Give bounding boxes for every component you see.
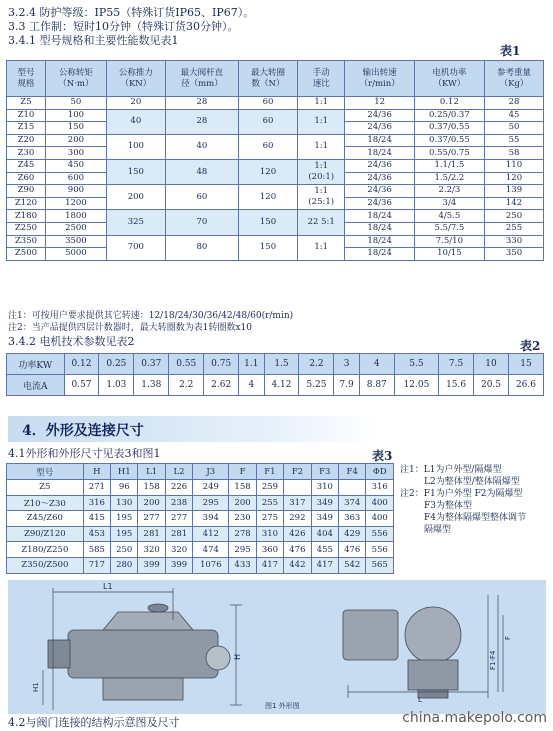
table3-cell: 374 [339,495,366,511]
cell-power-kw: 0.25 [99,354,134,375]
table3-cell: 556 [366,542,394,558]
note3-3: 注2：F1为户外型 F2为隔爆型 [400,489,523,499]
table1-header: 输出转速 （r/min） [345,61,414,97]
table3-cell: 275 [256,511,283,527]
cell-model: Z350 [7,235,46,248]
table3-cell: 249 [193,480,229,496]
table3-cell: 158 [138,480,165,496]
section4-banner [8,416,378,442]
cell-current-a: 1.03 [99,375,134,396]
cell-power-kw: 0.55 [169,354,204,375]
cell-thrust: 20 [106,97,165,110]
cell-ratio: 1:1 [297,134,344,159]
table3-cell: 433 [229,557,256,573]
table1-header: 参考重量 （Kg） [485,61,544,97]
cell-torque: 3500 [45,235,106,248]
table3-header: J3 [193,464,229,480]
cell-torque: 150 [45,122,106,135]
table3-cell [339,480,366,496]
table3-row [7,557,394,573]
table3-row [7,480,394,496]
table3-cell: 250 [111,542,138,558]
table3-cell: 238 [165,495,192,511]
cell-speed: 24/36 [345,172,414,185]
cell-weight: 350 [485,248,544,261]
table2-tag: 表2 [520,339,541,353]
note3-5: F4为整体隔爆型整体调节 [424,513,526,523]
note3-6: 隔爆型 [424,525,452,535]
outline-drawing [8,580,546,714]
cell-power-kw: 2.2 [299,354,334,375]
table3-cell: 429 [339,526,366,542]
table3-cell: 349 [311,495,338,511]
cell-model: Z180 [7,210,46,223]
table3-cell: 360 [256,542,283,558]
table3-cell: 230 [229,511,256,527]
table3-cell: 259 [256,480,283,496]
cell-turns: 60 [239,109,298,134]
cell-current-a: 0.57 [64,375,99,396]
table3-cell: 474 [193,542,229,558]
cell-ratio: 1:1 [297,109,344,134]
cell-ratio: 1:1 [297,97,344,110]
table3-cell: 277 [138,511,165,527]
table1-header: 最大阀杆直 径（mm） [165,61,238,97]
table3-cell: Z45/Z60 [7,511,84,527]
cell-thrust: 325 [106,210,165,235]
cell-power: 0.12 [414,97,484,110]
cell-dia: 70 [165,210,238,235]
table3-cell: 399 [165,557,192,573]
cell-dia: 40 [165,134,238,159]
spec-table-intro-line: 3.4.1 型号规格和主要性能数见表1 [8,34,179,47]
table3-cell: 399 [138,557,165,573]
cell-torque: 900 [45,185,106,198]
cell-current-a: 5.25 [299,375,334,396]
table3-cell: Z10～Z30 [7,495,84,511]
table3-cell: 394 [193,511,229,527]
table3-header: F1 [256,464,283,480]
figure-caption: 图1 外形图 [265,702,300,710]
flange-right [418,690,448,698]
table3-cell: 1076 [193,557,229,573]
cell-speed: 18/24 [345,235,414,248]
cell-weight: 55 [485,134,544,147]
table3-cell: 200 [138,495,165,511]
table1-row [7,210,544,223]
cell-power-kw: 7.5 [439,354,474,375]
cell-power: 1.1/1.5 [414,159,484,172]
cell-torque: 200 [45,134,106,147]
table1-row [7,109,544,122]
table3-cell: 295 [229,542,256,558]
table3-cell: 295 [193,495,229,511]
table3-row [7,511,394,527]
cell-weight: 45 [485,109,544,122]
cell-power: 2.2/3 [414,185,484,198]
table1-row [7,97,544,110]
table3-cell: Z5 [7,480,84,496]
cell-power-kw: 15 [508,354,543,375]
cell-model: Z5 [7,97,46,110]
cell-power: 0.55/0.75 [414,147,484,160]
label-L1: L1 [103,582,113,591]
cell-model: Z500 [7,248,46,261]
table3-cell: 717 [83,557,110,573]
note3-1: 注1：L1为户外型/隔爆型 [400,465,502,475]
cell-ratio: 22 5:1 [297,210,344,235]
table3-cell: 195 [111,526,138,542]
cell-turns: 60 [239,134,298,159]
table3-cell: 476 [339,542,366,558]
table3-cell: 542 [339,557,366,573]
cell-turns: 150 [239,235,298,260]
cell-model: Z30 [7,147,46,160]
table3-cell: 349 [311,511,338,527]
cell-torque: 100 [45,109,106,122]
cell-weight: 330 [485,235,544,248]
cell-torque: 450 [45,159,106,172]
note3-4: F3为整体型 [424,501,472,511]
cell-model: Z250 [7,222,46,235]
cell-model: Z15 [7,122,46,135]
table1-row [7,235,544,248]
table1-header: 最大转圈 数（N） [239,61,298,97]
note3-2: L2为整体型/整体隔爆型 [424,477,520,487]
actuator-housing-right [405,607,461,663]
cell-current-a: 15.6 [439,375,474,396]
actuator-side-view [343,607,461,698]
cell-power-kw: 10 [474,354,509,375]
cell-weight: 50 [485,122,544,135]
table3-cell: 316 [366,480,394,496]
note2-counter: 注2：当产品提供四层计数器时，最大转圈数为表1转圈数x10 [8,323,252,333]
table1-header: 手动 速比 [297,61,344,97]
table3-cell: 476 [284,542,311,558]
table3-cell: 200 [229,495,256,511]
cell-speed: 18/24 [345,134,414,147]
cell-weight: 120 [485,172,544,185]
cell-speed: 18/24 [345,222,414,235]
table3-cell: 404 [311,526,338,542]
actuator-base-left [103,678,183,700]
cell-current-a: 2.2 [169,375,204,396]
cell-current-a: 12.05 [394,375,438,396]
table3-cell: 442 [284,557,311,573]
table3-cell: 320 [165,542,192,558]
motor-block-right [343,610,398,660]
table3-row [7,495,394,511]
cell-torque: 5000 [45,248,106,261]
cell-dia: 28 [165,109,238,134]
cell-dia: 48 [165,159,238,184]
cell-model: Z60 [7,172,46,185]
table3-cell: 556 [366,526,394,542]
cell-power-kw: 1.5 [264,354,299,375]
cell-turns: 150 [239,210,298,235]
cell-current-a: 26.6 [508,375,543,396]
cell-thrust: 150 [106,159,165,184]
cell-power-kw: 0.37 [134,354,169,375]
note1-speeds: 注1：可按用户要求提供其它转速：12/18/24/30/36/42/48/60(r/min) [8,311,294,321]
table3-cell: 316 [83,495,110,511]
table3-cell: 158 [229,480,256,496]
actuator-base-right [408,660,458,690]
table3-cell: 412 [193,526,229,542]
motor-stub-left [48,640,70,668]
cell-torque: 1200 [45,197,106,210]
table1-row [7,185,544,198]
cell-current-a: 7.9 [334,375,359,396]
table3-cell: 310 [256,526,283,542]
table1-row [7,134,544,147]
cell-torque: 600 [45,172,106,185]
table3-row [7,542,394,558]
table3-cell: 585 [83,542,110,558]
cell-power-kw: 5.5 [394,354,438,375]
cell-power-kw: 1.1 [239,354,264,375]
table3-tag: 表3 [372,449,393,463]
table3-header: F4 [339,464,366,480]
table3-cell: 453 [83,526,110,542]
table3-header: F2 [284,464,311,480]
cell-speed: 24/36 [345,197,414,210]
table3-notes [400,464,526,536]
table3-cell: 195 [111,511,138,527]
table3-cell: 317 [284,495,311,511]
table3-header: L1 [138,464,165,480]
handwheel-left [206,646,230,670]
cell-speed: 12 [345,97,414,110]
table3-cell: 292 [284,511,311,527]
table3-cell: 400 [366,511,394,527]
cell-current-a: 4 [239,375,264,396]
cell-speed: 24/36 [345,122,414,135]
table3-cell: 417 [256,557,283,573]
table3-cell: 281 [165,526,192,542]
cell-power: 3/4 [414,197,484,210]
table3-cell: 278 [229,526,256,542]
cell-speed: 18/24 [345,210,414,223]
table1-header: 电机功率 （KW） [414,61,484,97]
table3-cell: 271 [83,480,110,496]
sec-342-heading: 3.4.2 电机技术参数见表2 [8,335,135,348]
cell-ratio: 1:1 [297,235,344,260]
table3-header: H [83,464,110,480]
cell-power-kw: 0.12 [64,354,99,375]
table1-header: 公称转矩 （N·m） [45,61,106,97]
cell-power-kw: 4 [359,354,394,375]
sec-41-heading: 4.1外形和外形尺寸见表3和图1 [8,447,161,460]
table3-cell: 415 [83,511,110,527]
cell-ratio: 1:1 (20:1) [297,159,344,184]
cell-dia: 28 [165,97,238,110]
table3-header: L2 [165,464,192,480]
table3-cell [284,480,311,496]
cell-current-a: 4.12 [264,375,299,396]
table3-header: 型号 [7,464,84,480]
table3-row [7,526,394,542]
actuator-top-cover [103,612,193,630]
section4-title: 4．外形及连接尺寸 [22,423,144,439]
cell-power: 10/15 [414,248,484,261]
label-L: L [418,696,422,704]
table3-header: F3 [311,464,338,480]
cell-torque: 50 [45,97,106,110]
cell-weight: 250 [485,210,544,223]
table3-dimensions [6,463,394,574]
table3-cell: 400 [366,495,394,511]
cell-current-a: 1.38 [134,375,169,396]
table2-motor-params [6,353,544,396]
cell-speed: 24/36 [345,109,414,122]
cell-torque: 300 [45,147,106,160]
table3-cell: 455 [311,542,338,558]
table3-cell: 417 [311,557,338,573]
cell-speed: 18/24 [345,147,414,160]
cell-dia: 80 [165,235,238,260]
cell-turns: 120 [239,185,298,210]
table3-cell: 426 [284,526,311,542]
sec-42-heading: 4.2与阀门连接的结构示意图及尺寸 [8,716,180,729]
table3-header: F [229,464,256,480]
spec-duty-line: 3.3 工作制：短时10分钟（特殊订货30分钟）。 [8,20,239,33]
cell-torque: 1800 [45,210,106,223]
table3-cell: 565 [366,557,394,573]
table3-cell: 363 [339,511,366,527]
cell-current-a: 2.62 [204,375,239,396]
cell-weight: 142 [485,197,544,210]
cell-thrust: 700 [106,235,165,260]
table1-header: 公称推力 （KN） [106,61,165,97]
table3-cell: 130 [111,495,138,511]
table3-cell: 310 [311,480,338,496]
actuator-front-view [48,604,230,700]
cell-weight: 110 [485,159,544,172]
power-label: 功率KW [7,354,65,375]
table3-cell: Z90/Z120 [7,526,84,542]
table1-model-specs [6,60,544,261]
table3-cell: 280 [111,557,138,573]
cell-model: Z20 [7,134,46,147]
actuator-body-left [68,630,218,678]
table3-cell: 277 [165,511,192,527]
label-F: F [504,635,512,640]
cell-current-a: 8.87 [359,375,394,396]
cell-power: 5.5/7.5 [414,222,484,235]
cell-weight: 58 [485,147,544,160]
table1-row [7,159,544,172]
cell-power: 0.37/0.55 [414,134,484,147]
cell-torque: 2500 [45,222,106,235]
table3-cell: 320 [138,542,165,558]
cell-current-a: 20.5 [474,375,509,396]
cell-model: Z45 [7,159,46,172]
cell-power: 0.25/0.37 [414,109,484,122]
spec-protection-line: 3.2.4 防护等级：IP55（特殊订货IP65、IP67）。 [8,6,255,19]
cell-dia: 60 [165,185,238,210]
cell-model: Z10 [7,109,46,122]
table3-cell: 226 [165,480,192,496]
cell-turns: 120 [239,159,298,184]
cell-power: 4/5.5 [414,210,484,223]
table3-cell: 96 [111,480,138,496]
cell-power: 1.5/2.2 [414,172,484,185]
cell-power: 0.37/0.55 [414,122,484,135]
label-H: H [233,653,242,660]
current-label: 电流A [7,375,65,396]
cell-power-kw: 0.75 [204,354,239,375]
table3-header: ΦD [366,464,394,480]
cell-speed: 24/36 [345,185,414,198]
outline-drawing-panel [8,580,546,714]
cell-model: Z120 [7,197,46,210]
cell-thrust: 40 [106,109,165,134]
table3-cell: Z350/Z500 [7,557,84,573]
table1-header: 型号 规格 [7,61,46,97]
label-H1: H1 [32,682,40,692]
cell-weight: 139 [485,185,544,198]
cell-speed: 24/36 [345,159,414,172]
cell-weight: 28 [485,97,544,110]
cell-thrust: 100 [106,134,165,159]
table3-cell: Z180/Z250 [7,542,84,558]
cell-speed: 18/24 [345,248,414,261]
watermark: china.makepolo.com [402,710,547,726]
table3-cell: 255 [256,495,283,511]
cell-power: 7.5/10 [414,235,484,248]
cell-ratio: 1:1 (25:1) [297,185,344,210]
handwheel-hub [148,604,168,612]
table1-tag: 表1 [500,44,521,58]
cell-turns: 60 [239,97,298,110]
table3-cell: 281 [138,526,165,542]
table3-header: H1 [111,464,138,480]
label-F1-F4: F1-F4 [489,650,497,670]
cell-model: Z90 [7,185,46,198]
cell-thrust: 200 [106,185,165,210]
cell-power-kw: 3 [334,354,359,375]
cell-weight: 255 [485,222,544,235]
